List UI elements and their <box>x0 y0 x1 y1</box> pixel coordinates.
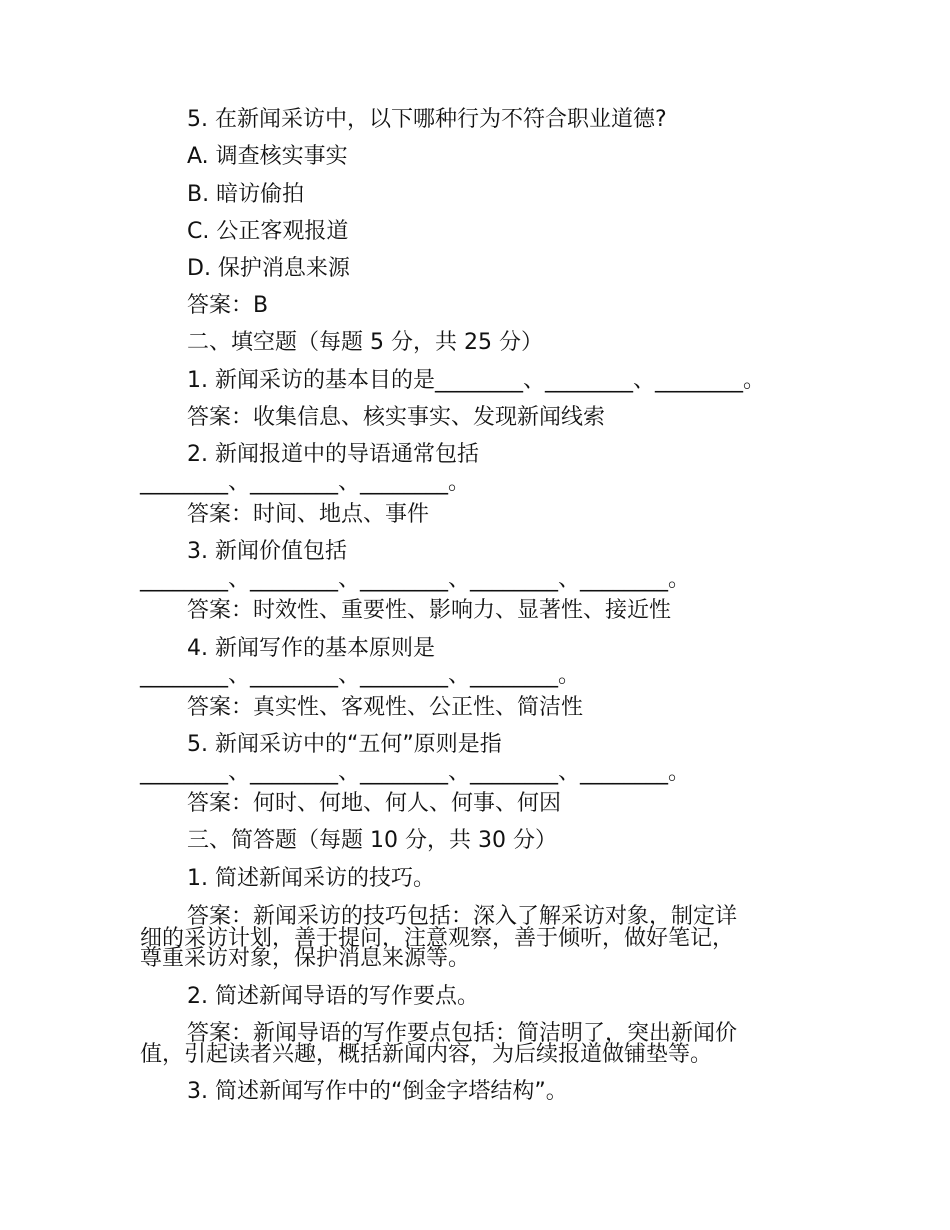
section-heading-short: 三、简答题（每题 10 分，共 30 分） <box>187 828 557 853</box>
fill-answer-2: 答案：时间、地点、事件 <box>187 502 430 527</box>
fill-question-4: 4. 新闻写作的基本原则是 <box>187 636 435 661</box>
short-question-2: 2. 简述新闻导语的写作要点。 <box>187 984 479 1009</box>
fill-question-5: 5. 新闻采访中的“五何”原则是指 <box>187 732 502 757</box>
short-answer-2-line-1: 答案：新闻导语的写作要点包括：简洁明了，突出新闻价 <box>187 1021 738 1046</box>
option-c: C. 公正客观报道 <box>187 219 349 244</box>
fill-question-1: 1. 新闻采访的基本目的是________、________、________。 <box>187 368 765 393</box>
section-heading-fill: 二、填空题（每题 5 分，共 25 分） <box>187 330 543 355</box>
question-5-mc: 5. 在新闻采访中，以下哪种行为不符合职业道德? <box>187 107 667 132</box>
short-answer-1-line-3: 尊重采访对象，保护消息来源等。 <box>140 946 471 971</box>
option-b: B. 暗访偷拍 <box>187 182 305 207</box>
answer-mc-5: 答案：B <box>187 293 269 318</box>
fill-answer-5: 答案：何时、何地、何人、何事、何因 <box>187 791 562 816</box>
fill-blanks-3: ________、________、________、________、________。 <box>140 567 691 592</box>
short-question-1: 1. 简述新闻采访的技巧。 <box>187 866 435 891</box>
option-a: A. 调查核实事实 <box>187 144 348 169</box>
short-answer-1-line-2: 细的采访计划，善于提问，注意观察，善于倾听，做好笔记， <box>140 926 735 951</box>
short-answer-2-line-2: 值，引起读者兴趣，概括新闻内容，为后续报道做铺垫等。 <box>140 1042 713 1067</box>
fill-blanks-4: ________、________、________、________。 <box>140 663 581 688</box>
short-answer-1-line-1: 答案：新闻采访的技巧包括：深入了解采访对象，制定详 <box>187 904 738 929</box>
fill-answer-4: 答案：真实性、客观性、公正性、简洁性 <box>187 695 584 720</box>
fill-blanks-5: ________、________、________、________、________。 <box>140 760 691 785</box>
fill-answer-1: 答案：收集信息、核实事实、发现新闻线索 <box>187 405 606 430</box>
option-d: D. 保护消息来源 <box>187 256 350 281</box>
fill-answer-3: 答案：时效性、重要性、影响力、显著性、接近性 <box>187 598 672 623</box>
fill-question-3: 3. 新闻价值包括 <box>187 539 347 564</box>
fill-question-2: 2. 新闻报道中的导语通常包括 <box>187 442 479 467</box>
short-question-3: 3. 简述新闻写作中的“倒金字塔结构”。 <box>187 1079 568 1104</box>
fill-blanks-2: ________、________、________。 <box>140 470 471 495</box>
